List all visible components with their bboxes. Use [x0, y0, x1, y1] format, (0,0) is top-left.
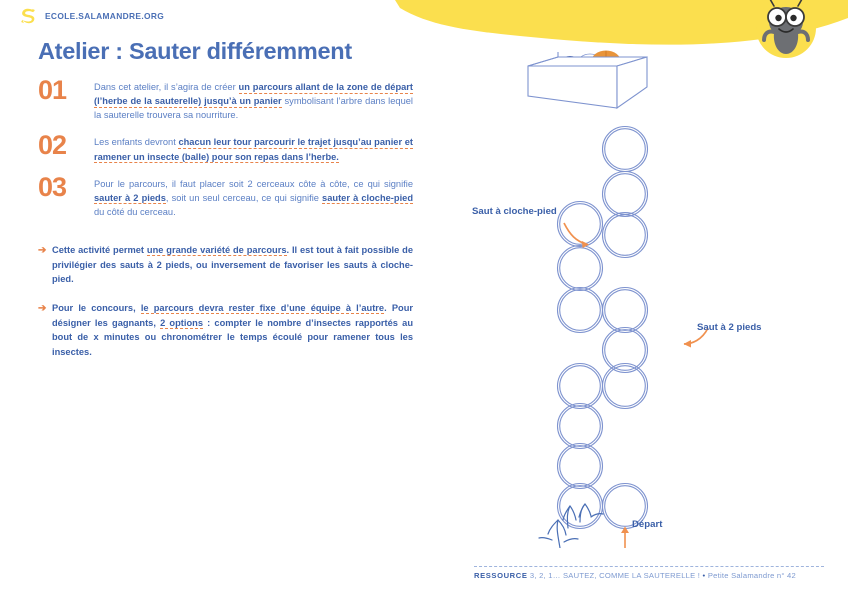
- content-column: [38, 38, 413, 374]
- steps-list: [38, 75, 414, 219]
- step-text-emphasis: sauter à cloche-pied: [322, 192, 414, 203]
- brand-header[interactable]: [18, 6, 164, 26]
- hoop-right: [603, 172, 648, 217]
- note-item: [38, 243, 413, 287]
- hoop-left: [558, 288, 603, 333]
- footer-text: [474, 571, 824, 580]
- step-text: [94, 78, 413, 122]
- step-number: 01: [38, 75, 67, 105]
- footer-ressource-label: RESSOURCE: [474, 571, 528, 580]
- hoop-right: [603, 127, 648, 172]
- step-text-plain: symbolisant l’arbre dans lequel la sauterelle trouvera sa nourriture.: [94, 96, 413, 121]
- label-depart: Départ: [632, 519, 663, 530]
- hoop-left: [558, 404, 603, 449]
- arrow-right-icon: ➔: [38, 303, 47, 315]
- step-text-emphasis: un parcours allant de la zone de départ (l’herbe de la sauterelle) jusqu’à un panier: [94, 82, 414, 107]
- brand-site-label: ECOLE.SALAMANDRE.ORG: [45, 11, 165, 21]
- note-text-underlined: le parcours devra rester fixe d’une équipe à l’autre: [140, 303, 385, 314]
- arrow-depart-icon: [621, 527, 629, 549]
- note-text: [52, 243, 413, 287]
- step-number: 02: [38, 130, 67, 161]
- label-saut-cloche-pied: Saut à cloche-pied: [472, 206, 557, 217]
- note-text: [52, 301, 413, 360]
- footer-resource-title: 3, 2, 1… SAUTEZ, COMME LA SAUTERELLE !: [529, 571, 701, 580]
- step-text-emphasis: chacun leur tour parcourir le trajet jusqu’au panier et ramener un insecte (balle) pour son repas dans l’herbe.: [94, 137, 414, 162]
- step-text: [94, 175, 413, 219]
- note-text-underlined: une grande variété de parcours: [146, 245, 287, 255]
- step-item: [38, 130, 414, 163]
- step-number: 03: [38, 171, 67, 202]
- hoop-left: [558, 444, 603, 489]
- hoop-right: [603, 213, 648, 258]
- step-text-plain: Les enfants devront: [94, 137, 179, 148]
- grass-tuft-icon: [539, 504, 603, 548]
- step-text-plain: du côté du cerceau.: [94, 206, 176, 217]
- hoops-group: [558, 127, 648, 529]
- step-text-plain: , soit un seul cerceau, ce qui signifie: [165, 192, 323, 203]
- label-saut-deux-pieds: Saut à 2 pieds: [697, 322, 762, 333]
- step-text-emphasis: sauter à 2 pieds: [94, 192, 166, 203]
- hoop-right: [603, 288, 648, 333]
- footer-separator: •: [702, 571, 706, 580]
- step-text-plain: Pour le parcours, il faut placer soit 2 cerceaux côte à côte, ce qui signifie: [94, 178, 413, 189]
- basket-with-balls-icon: [528, 51, 647, 109]
- footer: [474, 566, 824, 580]
- salamander-logo-icon: [18, 6, 38, 26]
- step-item: [38, 171, 414, 219]
- course-diagram: [440, 28, 840, 548]
- hoop-left: [558, 364, 603, 409]
- step-text-plain: Dans cet atelier, il s’agira de créer: [94, 82, 239, 92]
- notes-list: [38, 243, 413, 360]
- note-text-plain: Cette activité permet: [52, 245, 147, 255]
- note-text-plain: . Il est tout à fait possible de privilégier des sauts à 2 pieds, ou inversement de favoriser les sauts à cloche-pied.: [52, 245, 413, 285]
- note-text-plain: . Pour désigner les gagnants,: [52, 303, 414, 328]
- note-text-plain: Pour le concours,: [52, 303, 141, 314]
- note-text-underlined: 2 options: [160, 317, 203, 328]
- step-item: [38, 75, 414, 122]
- arrow-right-icon: ➔: [38, 245, 47, 256]
- note-item: [38, 301, 413, 360]
- diagram-canvas: [440, 28, 840, 548]
- hoop-left: [558, 246, 603, 291]
- footer-issue: Petite Salamandre n° 42: [707, 571, 796, 580]
- step-text: [94, 133, 413, 163]
- note-text-plain: : compter le nombre d’insectes rapportés au bout de x minutes ou chronométrer le temps écoulé pour ramener tous les insectes.: [52, 317, 413, 358]
- page-title: Atelier : Sauter différemment: [38, 38, 352, 64]
- footer-divider: [474, 566, 824, 567]
